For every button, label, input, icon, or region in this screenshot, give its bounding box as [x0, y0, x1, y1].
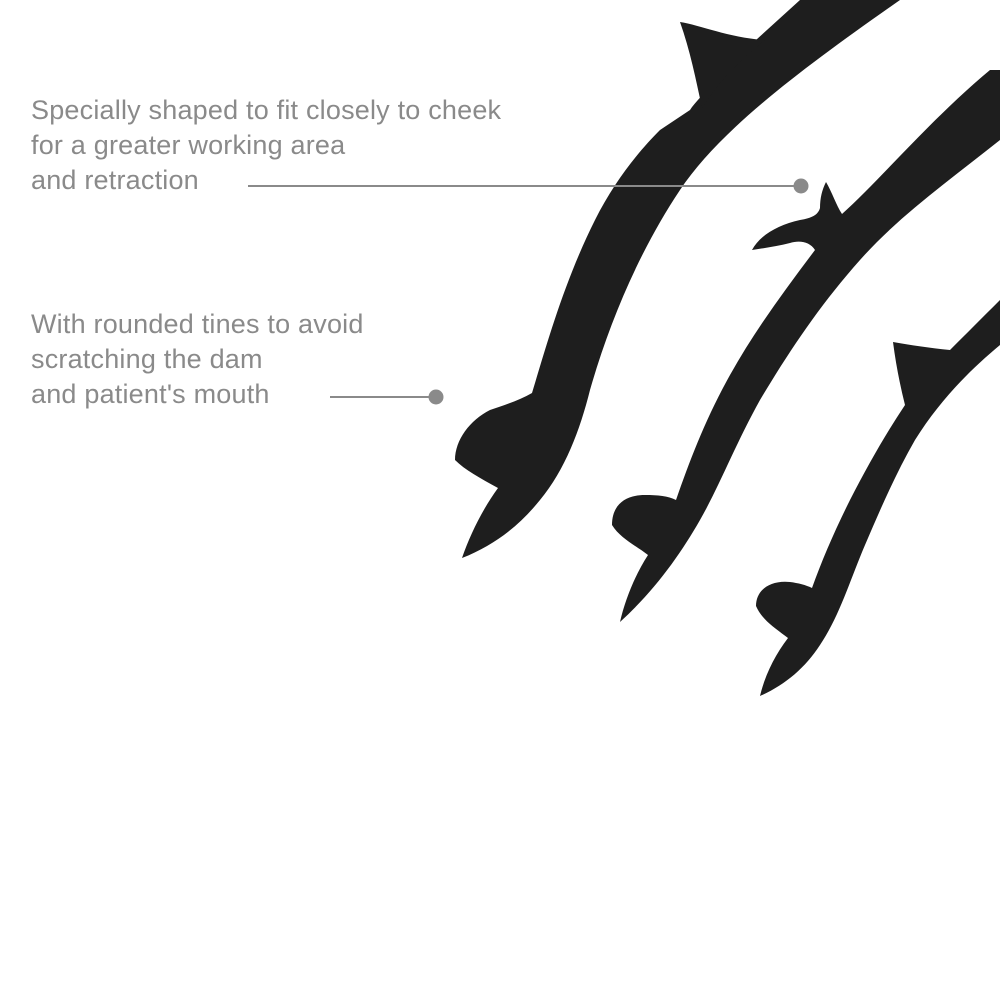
annotation-line: scratching the dam [31, 344, 263, 374]
annotation-cheek-fit [31, 93, 501, 198]
instrument-tine-small [756, 300, 1000, 696]
annotation-line: for a greater working area [31, 130, 346, 160]
annotation-line: and patient's mouth [31, 379, 270, 409]
annotation-rounded-tines [31, 307, 364, 412]
annotation-line: Specially shaped to fit closely to cheek [31, 95, 502, 125]
leader-dot-cheek [794, 179, 809, 194]
annotation-line: and retraction [31, 165, 199, 195]
leader-dot-tines [429, 390, 444, 405]
annotation-line: With rounded tines to avoid [31, 309, 364, 339]
